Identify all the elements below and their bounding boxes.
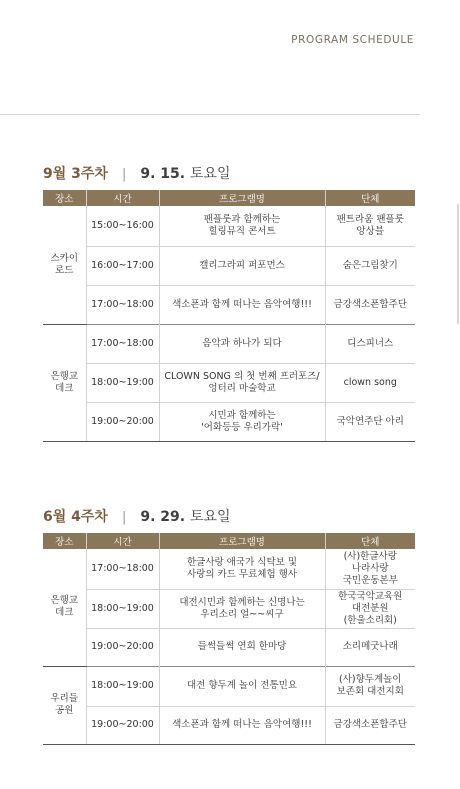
program-cell: 대전시민과 함께하는 신명나는 우리소리 얼~~씨구	[159, 589, 325, 628]
time-cell: 18:00~19:00	[86, 363, 159, 402]
program-cell: 팬플룻과 함께하는 힐링뮤직 콘서트	[159, 206, 325, 246]
time-cell: 15:00~16:00	[86, 206, 159, 246]
program-cell: 색소폰과 함께 떠나는 음악여행!!!	[159, 706, 325, 744]
header-place: 장소	[43, 190, 86, 206]
table-header-row	[43, 533, 415, 549]
group-cell: (사)향두계놀이 보존회 대전지회	[325, 666, 415, 706]
group-cell: 숨은그림찾기	[325, 246, 415, 285]
group-cell: clown song	[325, 363, 415, 402]
table-row	[43, 549, 415, 589]
table-row	[43, 324, 415, 363]
section-title-2	[43, 506, 231, 526]
program-cell: 들썩들썩 연희 한마당	[159, 628, 325, 666]
time-cell: 18:00~19:00	[86, 589, 159, 628]
place-cell: 우리들 공원	[43, 666, 86, 744]
header-place: 장소	[43, 533, 86, 549]
group-cell: 팬트라움 팬플룻 앙상블	[325, 206, 415, 246]
header-program: 프로그램명	[159, 533, 325, 549]
table-row	[43, 706, 415, 744]
group-cell: 국악연주단 아리	[325, 402, 415, 441]
table-row	[43, 666, 415, 706]
program-cell: 색소폰과 함께 떠나는 음악여행!!!	[159, 285, 325, 324]
week-label: 6월 4주차	[43, 509, 108, 525]
time-cell: 19:00~20:00	[86, 706, 159, 744]
time-cell: 17:00~18:00	[86, 549, 159, 589]
table-row	[43, 589, 415, 628]
program-cell: 시민과 함께하는 '어화등등 우리가락'	[159, 402, 325, 441]
group-cell: 금강색소폰합주단	[325, 285, 415, 324]
place-cell: 스카이 로드	[43, 206, 86, 324]
time-cell: 16:00~17:00	[86, 246, 159, 285]
header-program: 프로그램명	[159, 190, 325, 206]
program-cell: CLOWN SONG 의 첫 번째 프러포즈/ 엉터리 마술학교	[159, 363, 325, 402]
program-cell: 캘리그라피 퍼포먼스	[159, 246, 325, 285]
group-cell: 디스피너스	[325, 324, 415, 363]
table-header-row	[43, 190, 415, 206]
time-cell: 17:00~18:00	[86, 324, 159, 363]
week-label: 9월 3주차	[43, 166, 108, 182]
time-cell: 19:00~20:00	[86, 402, 159, 441]
time-cell: 19:00~20:00	[86, 628, 159, 666]
table-row	[43, 402, 415, 441]
header-time: 시간	[86, 190, 159, 206]
table-row	[43, 628, 415, 666]
group-cell: 소리메굿나래	[325, 628, 415, 666]
program-cell: 음악과 하나가 되다	[159, 324, 325, 363]
title-separator: |	[121, 510, 127, 525]
table-row	[43, 363, 415, 402]
header-time: 시간	[86, 533, 159, 549]
table-row	[43, 206, 415, 246]
header-group: 단체	[325, 190, 415, 206]
schedule-table-2	[43, 533, 415, 745]
group-cell: 금강색소폰합주단	[325, 706, 415, 744]
place-cell: 은행교 데크	[43, 549, 86, 666]
group-cell: 한국국악교육원 대전분원 (한울소리회)	[325, 589, 415, 628]
program-cell: 한글사랑 애국가 식탁보 및 사랑의 카드 무료체험 행사	[159, 549, 325, 589]
title-separator: |	[121, 167, 127, 182]
page-header-title: PROGRAM SCHEDULE	[291, 34, 414, 46]
program-cell: 대전 향두계 놀이 전통민요	[159, 666, 325, 706]
header-group: 단체	[325, 533, 415, 549]
schedule-table-1	[43, 190, 415, 442]
time-cell: 17:00~18:00	[86, 285, 159, 324]
group-cell: (사)한글사랑 나라사랑 국민운동본부	[325, 549, 415, 589]
date-label: 9. 29. 토요일	[140, 509, 231, 525]
edge-mark	[457, 204, 459, 324]
table-row	[43, 246, 415, 285]
time-cell: 18:00~19:00	[86, 666, 159, 706]
date-label: 9. 15. 토요일	[140, 166, 231, 182]
table-row	[43, 285, 415, 324]
place-cell: 은행교 데크	[43, 324, 86, 441]
header-divider	[0, 114, 420, 115]
section-title-1	[43, 163, 231, 183]
